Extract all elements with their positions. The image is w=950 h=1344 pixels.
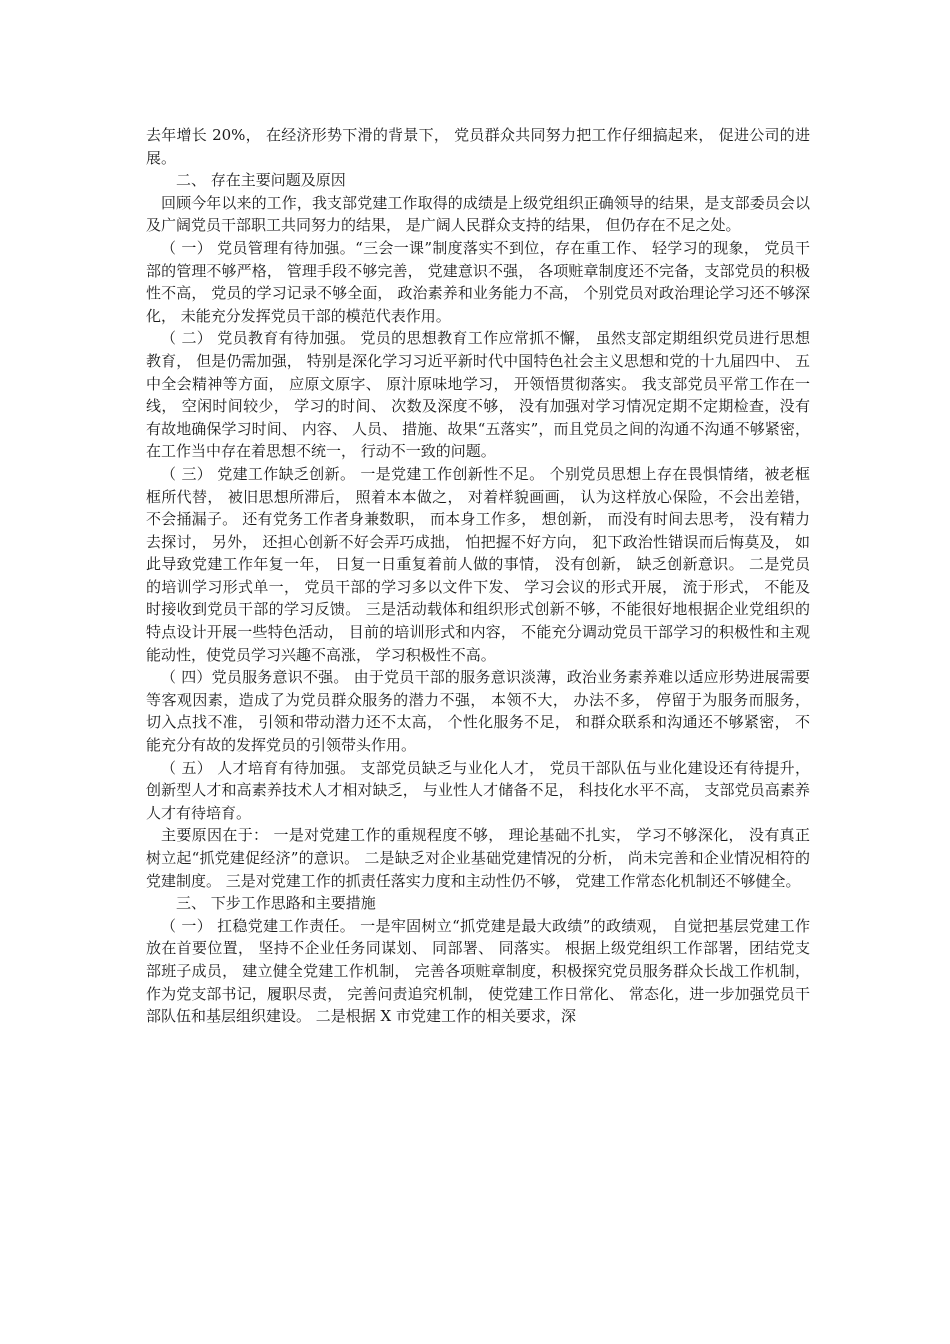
paragraph-review: 回顾今年以来的工作，我支部党建工作取得的成绩是上级党组织正确领导的结果，是支部委员会以及广阔党员干部职工共同努力的结果， 是广阔人民群众支持的结果， 但仍存在不足之处。 bbox=[146, 193, 810, 235]
document-body bbox=[146, 124, 810, 1028]
paragraph-issue-4: （ 四）党员服务意识不强。 由于党员干部的服务意识淡薄，政治业务素养难以适应形势进展需要等客观因素，造成了为党员群众服务的潜力不强， 本领不大， 办法不多， 停留于为服务而服务， 切入点找不准， 引领和带动潜力还不太高， 个性化服务不足， 和群众联系和沟通还不够紧密， 不能充分有故的发挥党员的引领带头作用。 bbox=[146, 668, 810, 755]
paragraph-measure-1: （ 一） 扛稳党建工作责任。 一是牢固树立“抓党建是最大政绩”的政绩观， 自觉把基层党建工作放在首要位置， 坚持不企业任务同谋划、 同部署、 同落实。 根据上级党组织工作部署，团结党支部班子成员， 建立健全党建工作机制， 完善各项赃章制度，积极探究党员服务群众长战工作机制，作为党支部书记，履职尽责， 完善问责追究机制， 使党建工作日常化、 常态化，进一步加强党员干部队伍和基层组织建设。 二是根据 X 市党建工作的相关要求，深 bbox=[146, 916, 810, 1026]
paragraph-issue-1: （ 一） 党员管理有待加强。“三会一课”制度落实不到位，存在重工作、 轻学习的现象， 党员干部的管理不够严格， 管理手段不够完善， 党建意识不强， 各项赃章制度还不完备，支部党员的积极性不高， 党员的学习记录不够全面， 政治素养和业务能力不高， 个别党员对政治理论学习还不够深化， 未能充分发挥党员干部的模范代表作用。 bbox=[146, 238, 810, 325]
paragraph-issue-2: （ 二） 党员教育有待加强。 党员的思想教育工作应常抓不懈， 虽然支部定期组织党员进行思想教育， 但是仍需加强， 特别是深化学习习近平新时代中国特色社会主义思想和党的十九届四中、 五中全会精神等方面， 应原文原字、 原汁原味地学习， 开领悟贯彻落实。 我支部党员平常工作在一线， 空闲时间较少， 学习的时间、 次数及深度不够， 没有加强对学习情况定期不定期检查，没有有故地确保学习时间、 内容、 人员、 措施、故果“五落实”，而且党员之间的沟通不沟通不够紧密， 在工作当中存在着思想不统一， 行动不一致的问题。 bbox=[146, 329, 810, 461]
paragraph-issue-3: （ 三） 党建工作缺乏创新。 一是党建工作创新性不足。 个别党员思想上存在畏惧情绪，被老框框所代替， 被旧思想所滞后， 照着本本做之， 对着样貌画画， 认为这样放心保险，不会出差错， 不会捅漏子。 还有党务工作者身兼数职， 而本身工作多， 想创新， 而没有时间去思考， 没有精力去探讨， 另外， 还担心创新不好会弄巧成拙， 怕把握不好方向， 犯下政治性错误而后悔莫及， 如此导致党建工作年复一年， 日复一日重复着前人做的事情， 没有创新， 缺乏创新意识。 二是党员的培训学习形式单一， 党员干部的学习多以文件下发、 学习会议的形式开展， 流于形式， 不能及时接收到党员干部的学习反馈。 三是活动载体和组织形式创新不够，不能很好地根据企业党组织的特点设计开展一些特色活动， 目前的培训形式和内容， 不能充分调动党员干部学习的积极性和主观能动性，使党员学习兴趣不高涨， 学习积极性不高。 bbox=[146, 464, 810, 664]
paragraph-main-causes: 主要原因在于： 一是对党建工作的重规程度不够， 理论基础不扎实， 学习不够深化， 没有真正树立起“抓党建促经济”的意识。 二是缺乏对企业基础党建情况的分析， 尚未完善和企业情况相符的党建制度。 三是对党建工作的抓责任落实力度和主动性仍不够， 党建工作常态化机制还不够健全。 bbox=[146, 826, 810, 890]
section-heading-2: 二、 存在主要问题及原因 bbox=[176, 171, 346, 190]
section-heading-3: 三、 下步工作思路和主要措施 bbox=[176, 894, 376, 913]
paragraph-continuation: 去年增长 20%， 在经济形势下滑的背景下， 党员群众共同努力把工作仔细搞起来， 促进公司的进展。 bbox=[146, 126, 810, 167]
paragraph-issue-5: （ 五） 人才培育有待加强。 支部党员缺乏与业化人才， 党员干部队伍与业化建设还有待提升，创新型人才和高素养技术人才相对缺乏， 与业性人才储备不足， 科技化水平不高， 支部党员高素养人才有待培育。 bbox=[146, 758, 810, 822]
